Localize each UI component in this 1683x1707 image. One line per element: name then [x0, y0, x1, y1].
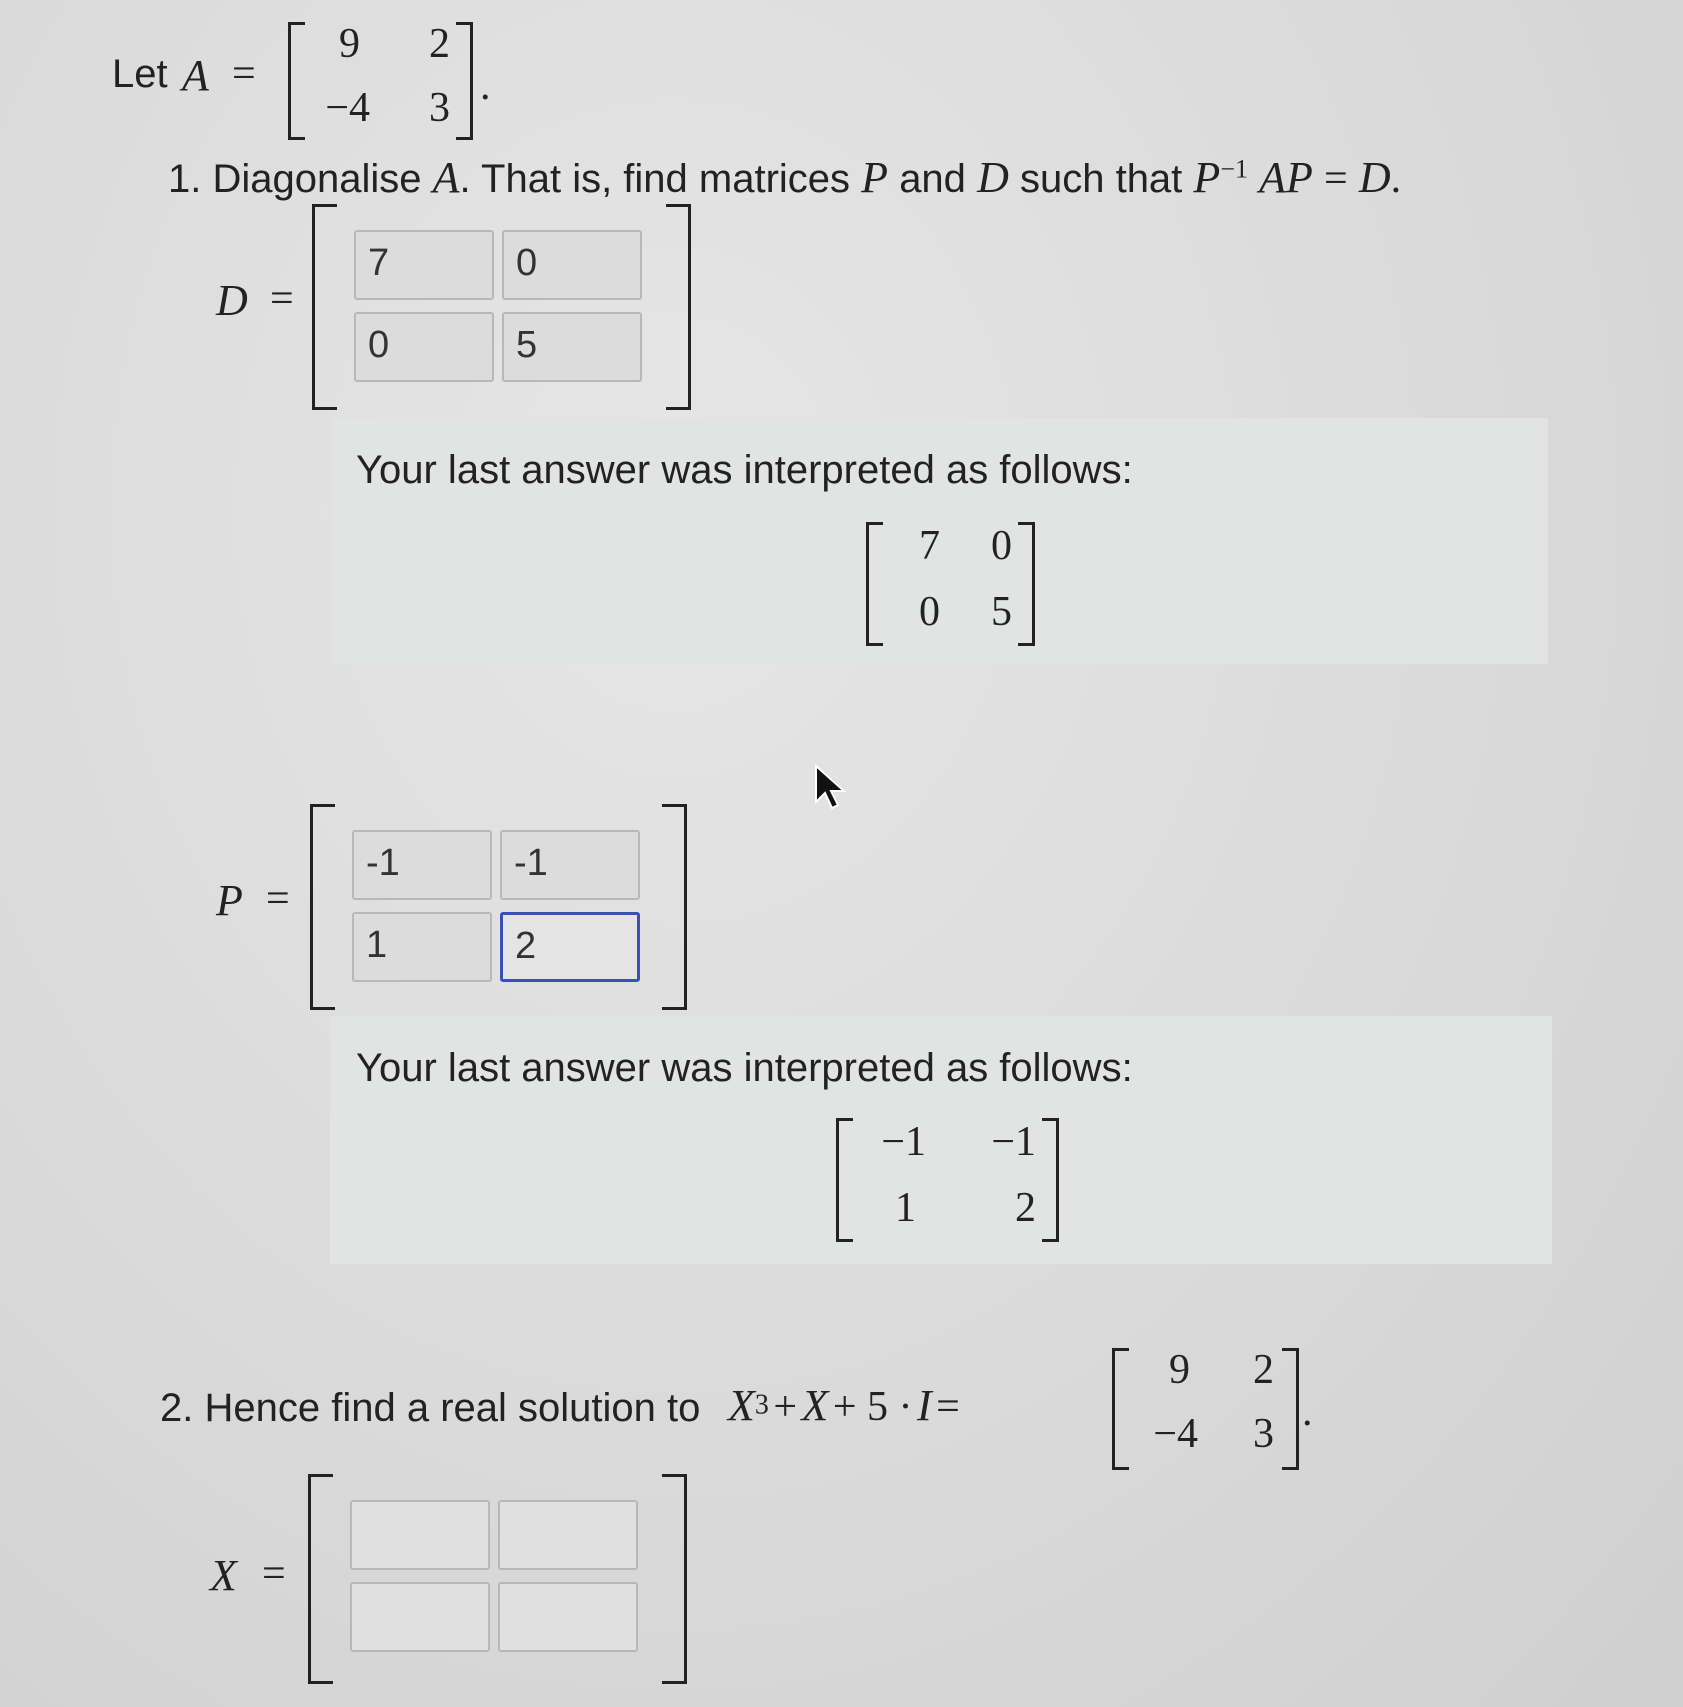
equals-sign: =	[936, 1384, 960, 1430]
right-bracket	[1282, 1348, 1299, 1470]
x-cell-input[interactable]	[350, 1582, 490, 1652]
superscript: 3	[754, 1389, 769, 1421]
equals-sign: =	[1324, 156, 1348, 202]
mouse-cursor-icon	[814, 764, 850, 814]
p-cell-input-focused[interactable]: 2	[500, 912, 640, 982]
p-feedback-panel	[330, 1016, 1552, 1264]
question-number: 2.	[160, 1386, 194, 1430]
left-bracket	[308, 1474, 333, 1684]
var-d: D	[977, 153, 1009, 202]
period: .	[1302, 1389, 1313, 1435]
d-cell-input[interactable]: 0	[502, 230, 642, 300]
question-text: and	[899, 157, 966, 201]
matrix-cell: −1	[881, 1119, 926, 1165]
var-d-label: D	[216, 276, 248, 325]
matrix-cell: 0	[919, 589, 940, 635]
right-bracket	[666, 204, 691, 410]
d-cell-input[interactable]: 5	[502, 312, 642, 382]
x-cell-input[interactable]	[350, 1500, 490, 1570]
x-cell-input[interactable]	[498, 1582, 638, 1652]
matrix-cell: 3	[429, 85, 450, 131]
matrix-cell: 1	[895, 1185, 916, 1231]
x-cell-input[interactable]	[498, 1500, 638, 1570]
plus-sign: +	[773, 1384, 798, 1430]
var-d: D	[1358, 153, 1391, 202]
feedback-message: Your last answer was interpreted as follows:	[356, 448, 1133, 492]
equals-sign: =	[270, 276, 294, 322]
matrix-cell: −1	[991, 1119, 1036, 1165]
question-number: 1.	[168, 157, 202, 201]
right-bracket	[1042, 1118, 1059, 1242]
var-a: A	[432, 153, 460, 202]
p-cell-input[interactable]: 1	[352, 912, 492, 982]
period: .	[480, 63, 491, 109]
p-cell-input[interactable]: -1	[352, 830, 492, 900]
matrix-cell: −4	[1153, 1411, 1198, 1457]
question-text: Diagonalise	[212, 157, 422, 201]
var-x-label: X	[210, 1551, 237, 1600]
right-bracket	[456, 22, 473, 140]
question-text	[160, 1386, 700, 1431]
let-label: Let	[112, 52, 168, 96]
d-cell-input[interactable]: 0	[354, 312, 494, 382]
right-bracket	[662, 804, 687, 1010]
superscript: −1	[1220, 154, 1248, 184]
var-x: X	[801, 1381, 829, 1430]
matrix-cell: 2	[429, 21, 450, 67]
var-p-label: P	[216, 876, 243, 925]
plus-five-dot: + 5 ·	[832, 1384, 913, 1430]
matrix-cell: 2	[1253, 1347, 1274, 1393]
left-bracket	[310, 804, 335, 1010]
matrix-cell: 5	[991, 589, 1012, 635]
question-text-body: Hence find a real solution to	[204, 1386, 701, 1430]
right-bracket	[1018, 522, 1035, 646]
matrix-cell: 7	[919, 523, 940, 569]
var-x: X	[728, 1381, 755, 1430]
var-i: I	[916, 1381, 932, 1430]
equals-sign: =	[262, 1551, 286, 1597]
p-cell-input[interactable]: -1	[500, 830, 640, 900]
matrix-cell: 9	[1169, 1347, 1190, 1393]
d-feedback-panel	[332, 418, 1548, 664]
question-text: such that	[1019, 157, 1183, 201]
matrix-cell: −4	[325, 85, 370, 131]
var-ap: AP	[1259, 153, 1313, 202]
question-text: . That is, find matrices	[459, 157, 851, 201]
matrix-a-symbol: A	[182, 51, 209, 100]
feedback-message: Your last answer was interpreted as follows:	[356, 1046, 1133, 1090]
left-bracket	[312, 204, 337, 410]
period: .	[1390, 156, 1402, 202]
matrix-cell: 0	[991, 523, 1012, 569]
var-p: P	[861, 153, 889, 202]
equation	[728, 1380, 960, 1431]
matrix-cell: 2	[1015, 1185, 1036, 1231]
var-p: P	[1193, 153, 1221, 202]
question-1	[168, 152, 1401, 203]
right-bracket	[662, 1474, 687, 1684]
matrix-cell: 9	[339, 21, 360, 67]
d-cell-input[interactable]: 7	[354, 230, 494, 300]
matrix-cell: 3	[1253, 1411, 1274, 1457]
equals-sign: =	[232, 51, 256, 97]
equals-sign: =	[266, 876, 290, 922]
